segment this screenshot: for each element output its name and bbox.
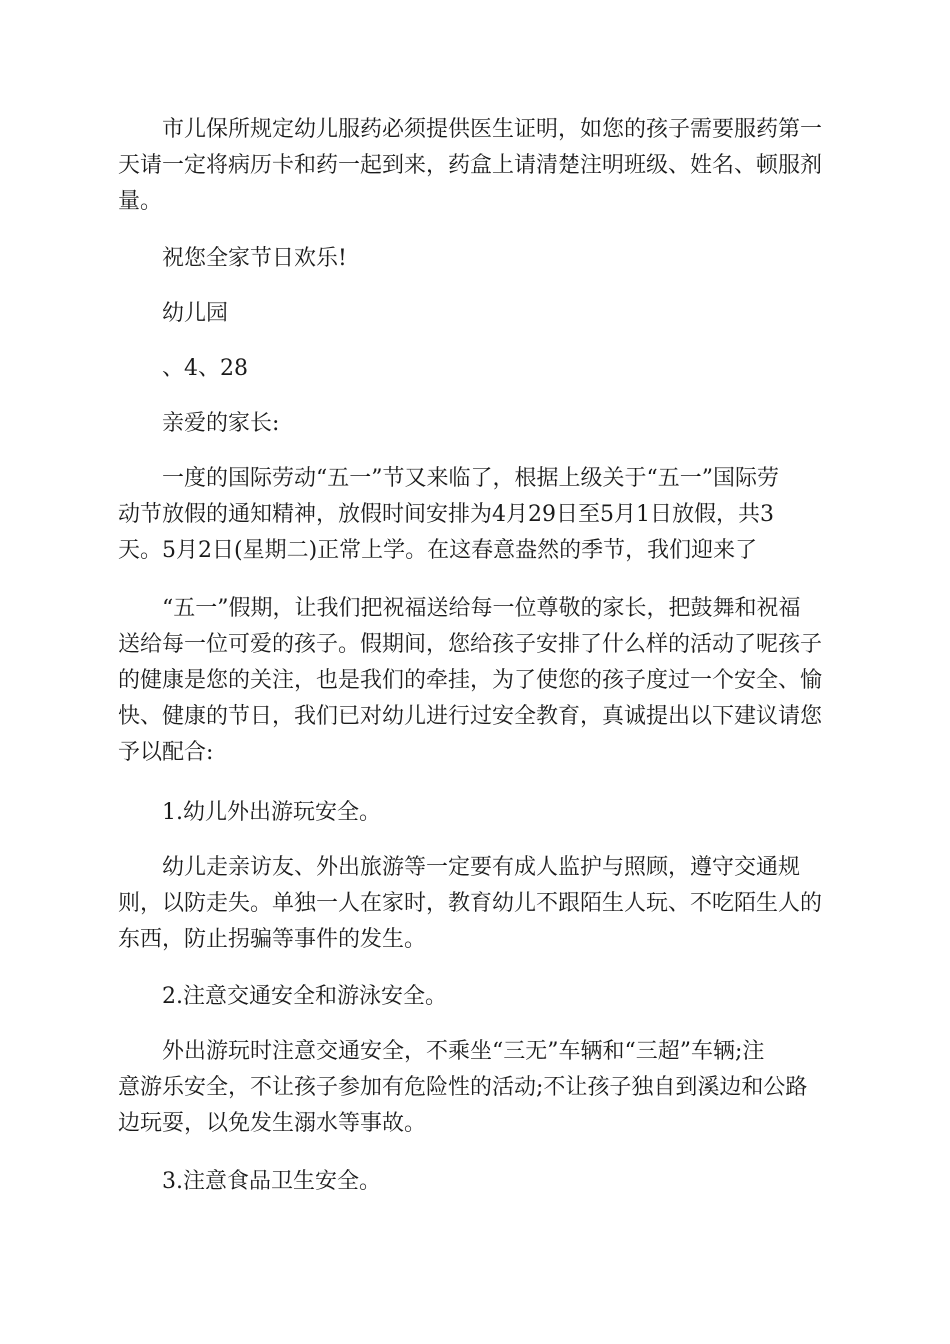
text-line: 、4、28	[162, 356, 248, 381]
paragraph-holiday-wishes	[118, 591, 838, 771]
text-line: 意游乐安全，不让孩子参加有危险性的活动;不让孩子独自到溪边和公路	[118, 1075, 808, 1100]
text-line: 动节放假的通知精神，放假时间安排为4月29日至5月1日放假，共3	[118, 502, 774, 527]
text-line: 1.幼儿外出游玩安全。	[162, 800, 381, 825]
paragraph-item-2-detail	[118, 1034, 838, 1142]
paragraph-salutation	[118, 406, 838, 442]
text-line: “五一”假期，让我们把祝福送给每一位尊敬的家长，把鼓舞和祝福	[162, 596, 801, 621]
text-line: 快、健康的节日，我们已对幼儿进行过安全教育，真诚提出以下建议请您	[118, 704, 823, 729]
text-line: 2.注意交通安全和游泳安全。	[162, 984, 447, 1009]
text-line: 量。	[118, 189, 163, 214]
text-line: 3.注意食品卫生安全。	[162, 1169, 381, 1194]
text-line: 祝您全家节日欢乐!	[162, 246, 347, 271]
text-line: 则，以防走失。单独一人在家时，教育幼儿不跟陌生人玩、不吃陌生人的	[118, 891, 823, 916]
text-line: 予以配合:	[118, 740, 214, 765]
text-line: 天请一定将病历卡和药一起到来，药盒上请清楚注明班级、姓名、顿服剂	[118, 153, 823, 178]
text-line: 外出游玩时注意交通安全，不乘坐“三无”车辆和“三超”车辆;注	[162, 1039, 765, 1064]
paragraph-date	[118, 351, 838, 387]
text-line: 的健康是您的关注，也是我们的牵挂，为了使您的孩子度过一个安全、愉	[118, 668, 823, 693]
text-line: 市儿保所规定幼儿服药必须提供医生证明，如您的孩子需要服药第一	[162, 117, 823, 142]
text-line: 幼儿走亲访友、外出旅游等一定要有成人监护与照顾，遵守交通规	[162, 855, 801, 880]
heading-item-3	[118, 1164, 838, 1200]
paragraph-greeting	[118, 241, 838, 277]
paragraph-item-1-detail	[118, 850, 838, 958]
text-line: 边玩耍，以免发生溺水等事故。	[118, 1111, 427, 1136]
paragraph-signature	[118, 296, 838, 332]
heading-item-1	[118, 795, 838, 831]
heading-item-2	[118, 979, 838, 1015]
paragraph-holiday-notice	[118, 461, 838, 569]
text-line: 天。5月2日(星期二)正常上学。在这春意盎然的季节，我们迎来了	[118, 538, 758, 563]
paragraph-medication-rule	[118, 112, 838, 220]
text-line: 幼儿园	[162, 301, 229, 326]
text-line: 送给每一位可爱的孩子。假期间，您给孩子安排了什么样的活动了呢孩子	[118, 632, 823, 657]
text-line: 亲爱的家长:	[162, 411, 280, 436]
text-line: 一度的国际劳动“五一”节又来临了，根据上级关于“五一”国际劳	[162, 466, 779, 491]
text-line: 东西，防止拐骗等事件的发生。	[118, 927, 427, 952]
